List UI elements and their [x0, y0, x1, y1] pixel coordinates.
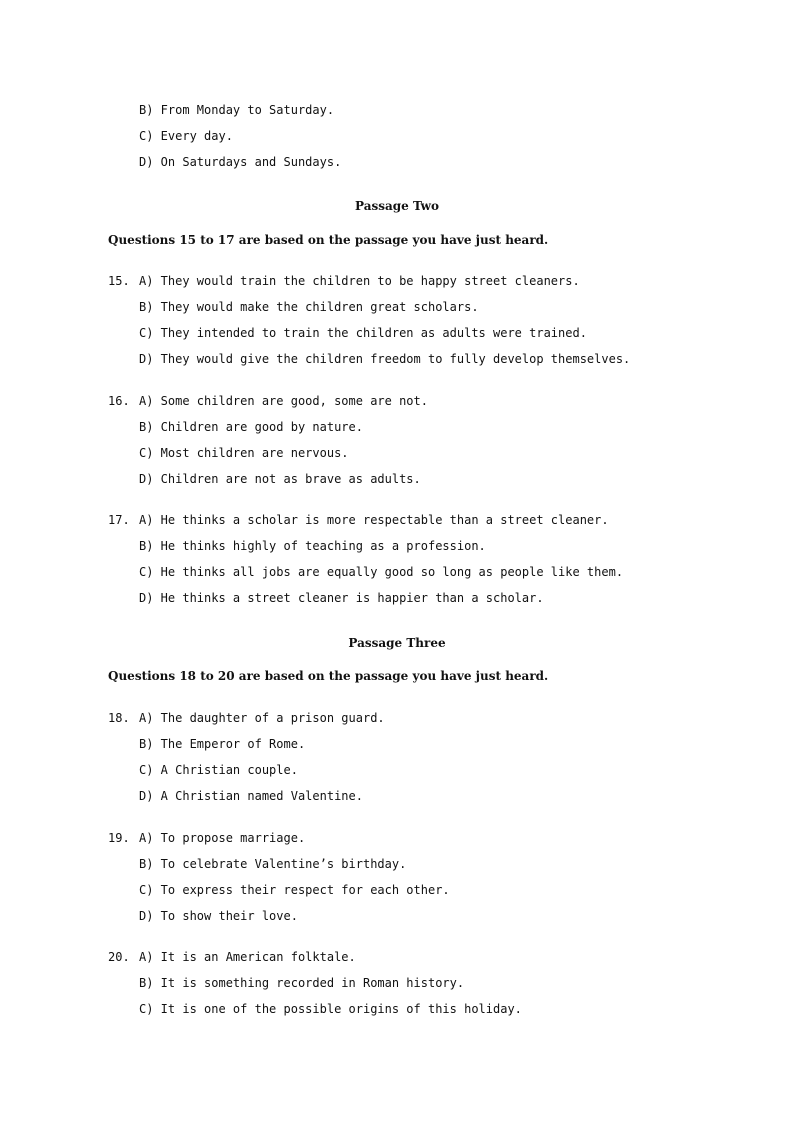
- question-number: 17.: [108, 513, 130, 527]
- option-line: C) To express their respect for each other.: [139, 883, 450, 897]
- question-number: 19.: [108, 831, 130, 845]
- option-line: B) Children are good by nature.: [139, 420, 363, 434]
- question-line: [108, 830, 305, 846]
- option-line: D) A Christian named Valentine.: [139, 789, 363, 803]
- question-number: 16.: [108, 394, 130, 408]
- option-line: C) They intended to train the children as adults were trained.: [139, 326, 587, 340]
- option-line: A) The daughter of a prison guard.: [139, 711, 385, 725]
- option-line: B) They would make the children great scholars.: [139, 300, 479, 314]
- option-line: D) On Saturdays and Sundays.: [139, 155, 342, 169]
- question-number: 20.: [108, 950, 130, 964]
- option-line: C) A Christian couple.: [139, 763, 298, 777]
- passage-title: Passage Two: [355, 199, 439, 213]
- question-number: 15.: [108, 274, 130, 288]
- option-line: D) To show their love.: [139, 909, 298, 923]
- option-line: A) Some children are good, some are not.: [139, 394, 428, 408]
- question-line: [108, 273, 580, 289]
- question-line: [108, 512, 609, 528]
- question-line: [108, 949, 356, 965]
- option-line: A) To propose marriage.: [139, 831, 306, 845]
- option-line: C) Every day.: [139, 129, 233, 143]
- passage-instruction: Questions 15 to 17 are based on the passage you have just heard.: [108, 233, 549, 247]
- option-line: B) To celebrate Valentine’s birthday.: [139, 857, 407, 871]
- passage-instruction: Questions 18 to 20 are based on the passage you have just heard.: [108, 669, 549, 683]
- option-line: A) He thinks a scholar is more respectable than a street cleaner.: [139, 513, 609, 527]
- option-line: A) It is an American folktale.: [139, 950, 356, 964]
- question-number: 18.: [108, 711, 130, 725]
- option-line: B) It is something recorded in Roman history.: [139, 976, 465, 990]
- option-line: C) It is one of the possible origins of this holiday.: [139, 1002, 522, 1016]
- option-line: D) Children are not as brave as adults.: [139, 472, 421, 486]
- option-line: B) He thinks highly of teaching as a profession.: [139, 539, 486, 553]
- option-line: A) They would train the children to be happy street cleaners.: [139, 274, 580, 288]
- option-line: B) From Monday to Saturday.: [139, 103, 335, 117]
- question-line: [108, 393, 428, 409]
- passage-title: Passage Three: [348, 636, 446, 650]
- option-line: C) He thinks all jobs are equally good so long as people like them.: [139, 565, 624, 579]
- option-line: B) The Emperor of Rome.: [139, 737, 306, 751]
- question-line: [108, 710, 385, 726]
- option-line: D) He thinks a street cleaner is happier than a scholar.: [139, 591, 544, 605]
- option-line: C) Most children are nervous.: [139, 446, 349, 460]
- option-line: D) They would give the children freedom to fully develop themselves.: [139, 352, 631, 366]
